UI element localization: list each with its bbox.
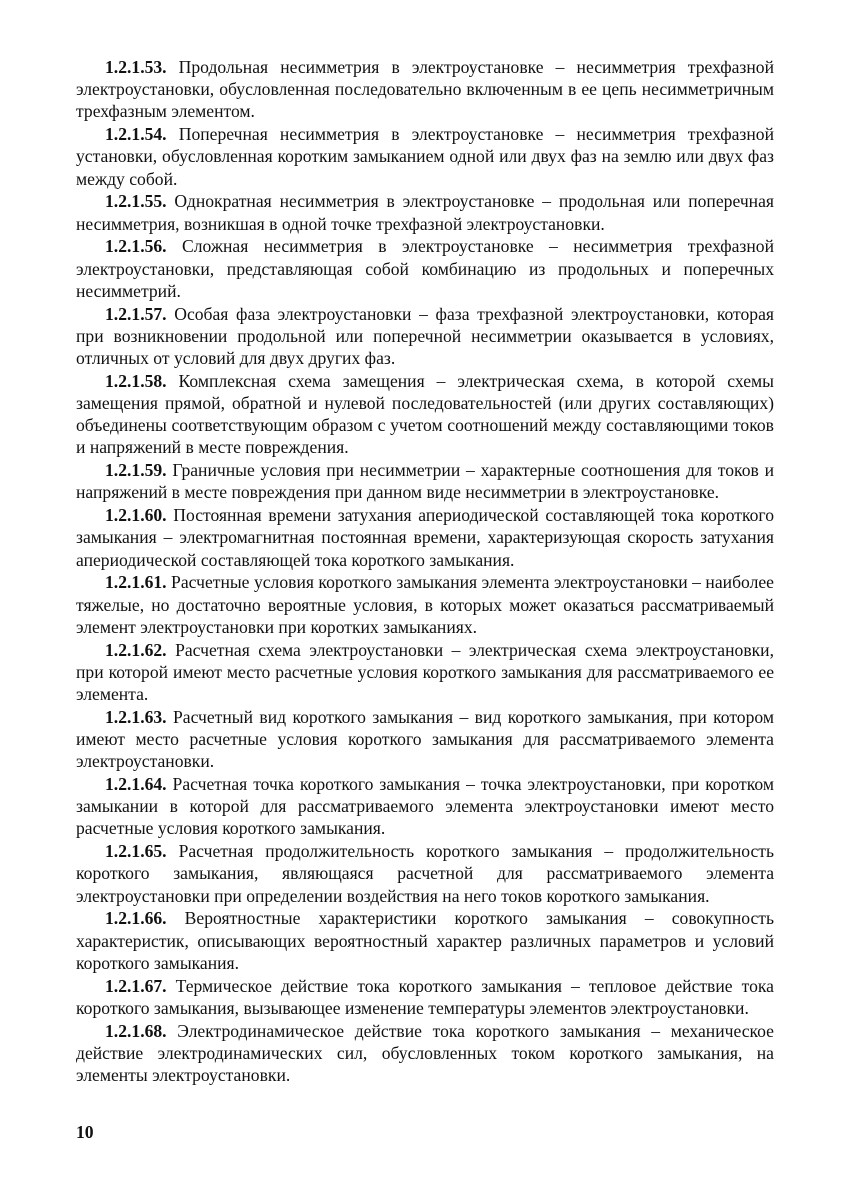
term-text: Продольная несимметрия в электроустановке – несимметрия трехфазной электроустановки, обусловленная последовательно включенным в ее цепь несимметричным трехфазным элементом. [76,57,774,122]
term-paragraph [76,123,774,190]
term-number: 1.2.1.68. [105,1020,167,1041]
term-number: 1.2.1.54. [105,124,167,145]
term-text: Особая фаза электроустановки – фаза трехфазной электроустановки, которая при возникновении продольной или поперечной несимметрии оказывается в условиях, отличных от условий для двух других фаз. [76,303,774,369]
term-paragraph [76,639,774,706]
term-paragraph [76,1020,774,1087]
page-number: 10 [76,1122,94,1142]
term-paragraph [76,190,774,234]
term-paragraph [76,773,774,840]
term-text: Вероятностные характеристики короткого замыкания – совокупность характеристик, описывающих вероятностный характер различных параметров и условий короткого замыкания. [76,908,774,973]
term-text: Постоянная времени затухания апериодической составляющей тока короткого замыкания – электромагнитная постоянная времени, характеризующая скорость затухания апериодической составляющей тока короткого замыкания. [76,505,774,570]
term-text: Однократная несимметрия в электроустановке – продольная или поперечная несимметрия, возникшая в одной точке трехфазной электроустановки. [76,191,774,234]
term-text: Термическое действие тока короткого замыкания – тепловое действие тока короткого замыкания, вызывающее изменение температуры элементов электроустановки. [76,975,774,1018]
term-number: 1.2.1.63. [105,706,167,727]
term-text: Электродинамическое действие тока короткого замыкания – механическое действие электродинамических сил, обусловленных током короткого замыкания, на элементы электроустановки. [76,1020,774,1086]
term-number: 1.2.1.55. [105,191,167,212]
term-paragraph [76,571,774,638]
term-text: Расчетная схема электроустановки – электрическая схема электроустановки, при которой имеют место расчетные условия короткого замыкания для рассматриваемого ее элемента. [76,639,774,705]
document-body [76,56,774,1087]
term-text: Сложная несимметрия в электроустановке – несимметрия трехфазной электроустановки, представляющая собой комбинацию из продольных и поперечных несимметрий. [76,236,774,301]
term-number: 1.2.1.67. [105,975,167,996]
term-paragraph [76,370,774,459]
term-number: 1.2.1.58. [105,370,167,391]
term-paragraph [76,975,774,1019]
term-number: 1.2.1.53. [105,57,167,77]
term-number: 1.2.1.57. [105,303,167,324]
term-number: 1.2.1.62. [105,639,167,660]
term-number: 1.2.1.59. [105,460,167,481]
term-number: 1.2.1.61. [105,572,167,593]
term-paragraph [76,56,774,123]
term-paragraph [76,504,774,571]
term-text: Расчетный вид короткого замыкания – вид короткого замыкания, при котором имеют место расчетные условия короткого замыкания для рассматриваемого элемента электроустановки. [76,706,774,772]
term-text: Расчетная продолжительность короткого замыкания – продолжительность короткого замыкания, являющаяся расчетной для рассматриваемого элемента электроустановки при определении воздействия на него токов короткого замыкания. [76,841,774,906]
term-number: 1.2.1.66. [105,908,167,929]
term-text: Расчетные условия короткого замыкания элемента электроустановки – наиболее тяжелые, но достаточно вероятные условия, в которых может оказаться рассматриваемый элемент электроустановки при коротких замыканиях. [76,572,774,637]
term-text: Расчетная точка короткого замыкания – точка электроустановки, при коротком замыкании в которой для рассматриваемого элемента электроустановки имеют место расчетные условия короткого замыкания. [76,774,774,839]
term-paragraph [76,459,774,503]
term-paragraph [76,840,774,907]
term-number: 1.2.1.60. [105,505,167,526]
term-text: Комплексная схема замещения – электрическая схема, в которой схемы замещения прямой, обратной и нулевой последовательностей (или других составляющих) объединены соответствующим образом с учетом соотношений между составляющими токов и напряжений в месте повреждения. [76,370,774,458]
term-paragraph [76,706,774,773]
term-paragraph [76,235,774,302]
term-paragraph [76,907,774,974]
term-number: 1.2.1.64. [105,774,167,795]
term-number: 1.2.1.56. [105,236,167,257]
term-paragraph [76,303,774,370]
term-number: 1.2.1.65. [105,841,167,862]
term-text: Граничные условия при несимметрии – характерные соотношения для токов и напряжений в месте повреждения при данном виде несимметрии в электроустановке. [76,460,774,503]
term-text: Поперечная несимметрия в электроустановке – несимметрия трехфазной установки, обусловленная коротким замыканием одной или двух фаз на землю или двух фаз между собой. [76,124,775,189]
